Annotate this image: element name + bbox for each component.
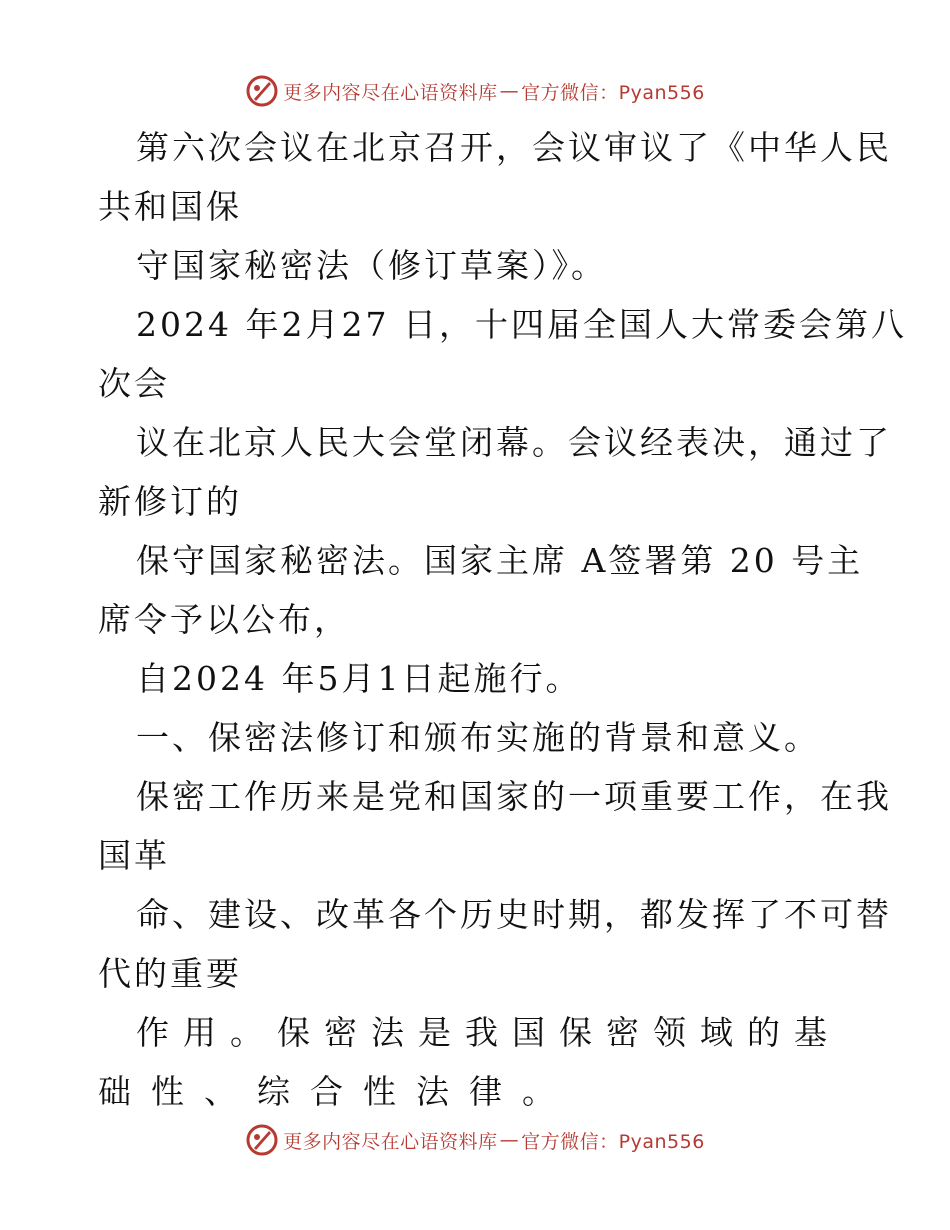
text-line: 次会	[98, 364, 170, 403]
text-line: 2024 年2月27 日，十四届全国人大常委会第八	[136, 305, 907, 344]
banner-contact-text: 官方微信：Pyan556	[521, 81, 705, 104]
text-line: 席令予以公布，	[98, 600, 350, 639]
text-line: 础性、综合性法律。	[98, 1072, 575, 1111]
text-line: 共和国保	[98, 187, 242, 226]
text-line: 自2024 年5月1日起施行。	[136, 659, 582, 698]
banner-main-text: 更多内容尽在心语资料库	[283, 81, 498, 104]
quill-seal-icon	[245, 74, 279, 108]
text-line: 国革	[98, 836, 170, 875]
quill-seal-icon	[245, 1123, 279, 1157]
banner-separator: —	[499, 1129, 520, 1151]
text-line: 命、建设、改革各个历史时期，都发挥了不可替	[136, 895, 892, 934]
document-body	[98, 118, 907, 1121]
text-line: 作用。保密法是我国保密领域的基	[136, 1013, 841, 1052]
banner-main-text: 更多内容尽在心语资料库	[283, 1130, 498, 1153]
text-line: 第六次会议在北京召开，会议审议了《中华人民	[136, 128, 892, 167]
banner-contact-text: 官方微信：Pyan556	[521, 1130, 705, 1153]
text-line: 保守国家秘密法。国家主席 A签署第 20 号主	[136, 541, 864, 580]
text-line: 一、保密法修订和颁布实施的背景和意义。	[136, 718, 820, 757]
text-line: 守国家秘密法（修订草案）》。	[136, 246, 607, 285]
text-line: 代的重要	[98, 954, 242, 993]
text-line: 议在北京人民大会堂闭幕。会议经表决，通过了	[136, 423, 892, 462]
text-line: 新修订的	[98, 482, 242, 521]
footer-banner	[0, 1120, 950, 1160]
banner-separator: —	[499, 80, 520, 102]
text-line: 保密工作历来是党和国家的一项重要工作，在我	[136, 777, 892, 816]
header-banner	[0, 71, 950, 111]
